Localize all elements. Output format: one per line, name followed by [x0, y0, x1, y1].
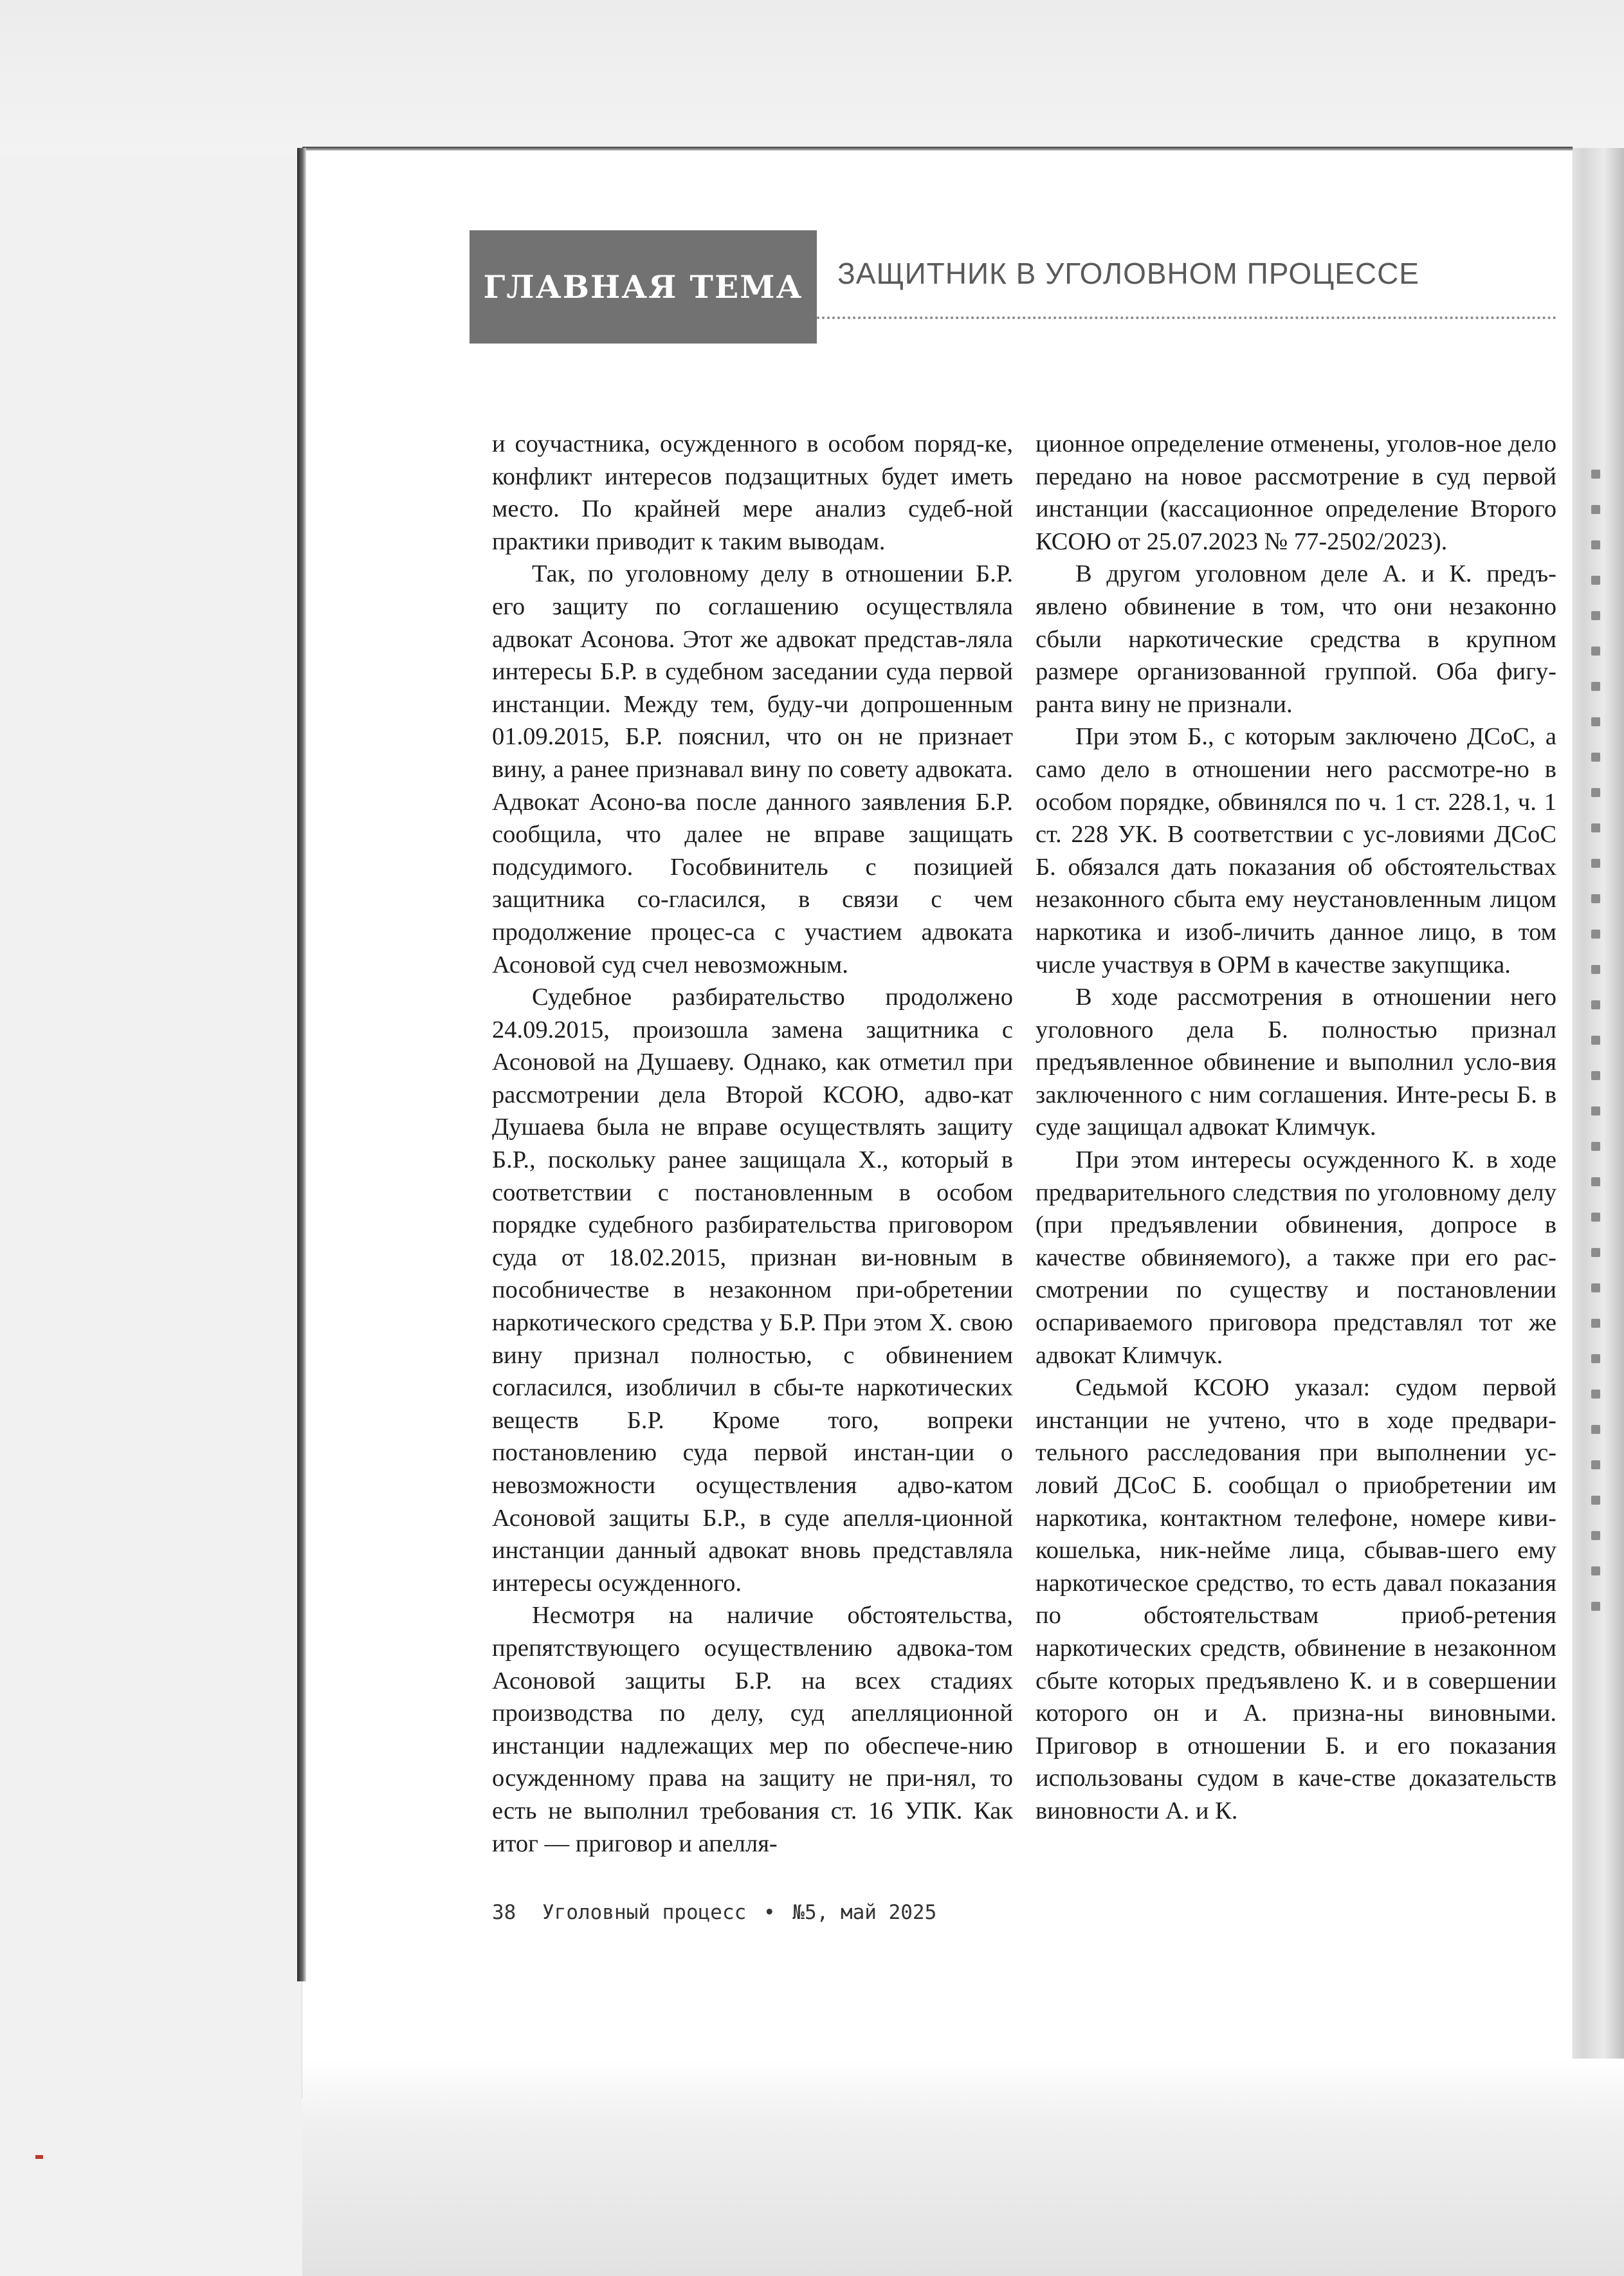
section-topic: ЗАЩИТНИК В УГОЛОВНОМ ПРОЦЕССЕ — [837, 257, 1419, 290]
paragraph: В ходе рассмотрения в отношении него уголовного дела Б. полностью признал предъявленное обвинение и выполнил усло-вия заключенного с ним соглашения. Инте-ресы Б. в суде защищал адвокат Климчук. — [1036, 984, 1556, 1141]
rubric-box — [470, 230, 817, 344]
paragraph: Несмотря на наличие обстоятельства, препятствующего осуществлению адвока-том Асоновой защиты Б.Р. на всех стадиях производства по делу, суд апелляционной инстанции надлежащих мер по обеспече-нию осужденному права на защиту не при-нял, то есть не выполнил требования ст. 16 УПК. Как итог — приговор и апелля- — [492, 1602, 1013, 1857]
page-footer — [492, 1901, 936, 1924]
right-column — [1036, 428, 1556, 1828]
paragraph: Седьмой КСОЮ указал: судом первой инстанции не учтено, что в ходе предвари-тельного расследования при выполнении ус-ловий ДСоС Б. сообщал о приобретении им наркотика, контактном телефоне, номере киви-кошелька, ник-нейме лица, сбывав-шего ему наркотическое средство, то есть давал показания по обстоятельствам приоб-ретения наркотических средств, обвинение в незаконном сбыте которых предъявлено К. и в совершении которого он и А. призна-ны виновными. Приговор в отношении Б. и его показания использованы судом в каче-стве доказательств виновности А. и К. — [1036, 1374, 1556, 1824]
issue-info: №5, май 2025 — [792, 1901, 937, 1924]
paragraph: В другом уголовном деле А. и К. предъ-явлено обвинение в том, что они незаконно сбыли наркотические средства в крупном размере организованной группой. Оба фигу-ранта вину не признали. — [1036, 560, 1556, 718]
paragraph: При этом интересы осужденного К. в ходе предварительного следствия по уголовному делу (при предъявлении обвинения, допросе в качестве обвиняемого), а также при его рас-смотрении по существу и постановлении оспариваемого приговора представлял тот же адвокат Климчук. — [1036, 1146, 1556, 1369]
paragraph: При этом Б., с которым заключено ДСоС, а само дело в отношении него рассмотре-но в особом порядке, обвинялся по ч. 1 ст. 228.1, ч. 1 ст. 228 УК. В соответствии с ус-ловиями ДСоС Б. обязался дать показания об обстоятельствах незаконного сбыта ему неустановленным лицом наркотика и изоб-личить данное лицо, в том числе участвуя в ОРМ в качестве закупщика. — [1036, 723, 1556, 978]
page-top-edge — [302, 147, 1573, 151]
paragraph: Так, по уголовному делу в отношении Б.Р. его защиту по соглашению осуществляла адвокат Асонова. Этот же адвокат представ-ляла интересы Б.Р. в судебном заседании суда первой инстанции. Между тем, буду-чи допрошенным 01.09.2015, Б.Р. пояснил, что он не признает вину, а ранее признавал вину по совету адвоката. Адвокат Асоно-ва после данного заявления Б.Р. сообщила, что далее не вправе защищать подсудимого. Гособвинитель с позицией защитника со-гласился, в связи с чем продолжение процес-са с участием адвоката Асоновой суд счел невозможным. — [492, 560, 1013, 978]
adjacent-page-edge — [1589, 470, 1614, 1563]
left-column — [492, 428, 1013, 1860]
scan-background — [0, 0, 1624, 154]
page-spine-edge — [297, 148, 306, 1981]
rubric-title: ГЛАВНАЯ ТЕМА — [483, 268, 803, 306]
paragraph: и соучастника, осужденного в особом поряд-ке, конфликт интересов подзащитных будет иметь место. По крайней мере анализ судеб-ной практики приводит к таким выводам. — [492, 430, 1013, 555]
page-bottom-shadow — [302, 2059, 1624, 2276]
header-dotted-rule — [817, 317, 1556, 319]
page-number: 38 — [492, 1901, 516, 1924]
journal-name: Уголовный процесс — [542, 1901, 747, 1924]
paragraph: ционное определение отменены, уголов-ное дело передано на новое рассмотрение в суд первой инстанции (кассационное определение Второго КСОЮ от 25.07.2023 № 77-2502/2023). — [1036, 430, 1556, 555]
footer-separator: • — [763, 1901, 776, 1924]
scan-mark — [35, 2155, 43, 2159]
paragraph: Судебное разбирательство продолжено 24.09.2015, произошла замена защитника с Асоновой на Душаеву. Однако, как отметил при рассмотрении дела Второй КСОЮ, адво-кат Душаева была не вправе осуществлять защиту Б.Р., поскольку ранее защищала Х., который в соответствии с постановленным в особом порядке судебного разбирательства приговором суда от 18.02.2015, признан ви-новным в пособничестве в незаконном при-обретении наркотического средства у Б.Р. При этом Х. свою вину признал полностью, с обвинением согласился, изобличил в сбы-те наркотических веществ Б.Р. Кроме того, вопреки постановлению суда первой инстан-ции о невозможности осуществления адво-катом Асоновой защиты Б.Р., в суде апелля-ционной инстанции данный адвокат вновь представляла интересы осужденного. — [492, 984, 1013, 1597]
